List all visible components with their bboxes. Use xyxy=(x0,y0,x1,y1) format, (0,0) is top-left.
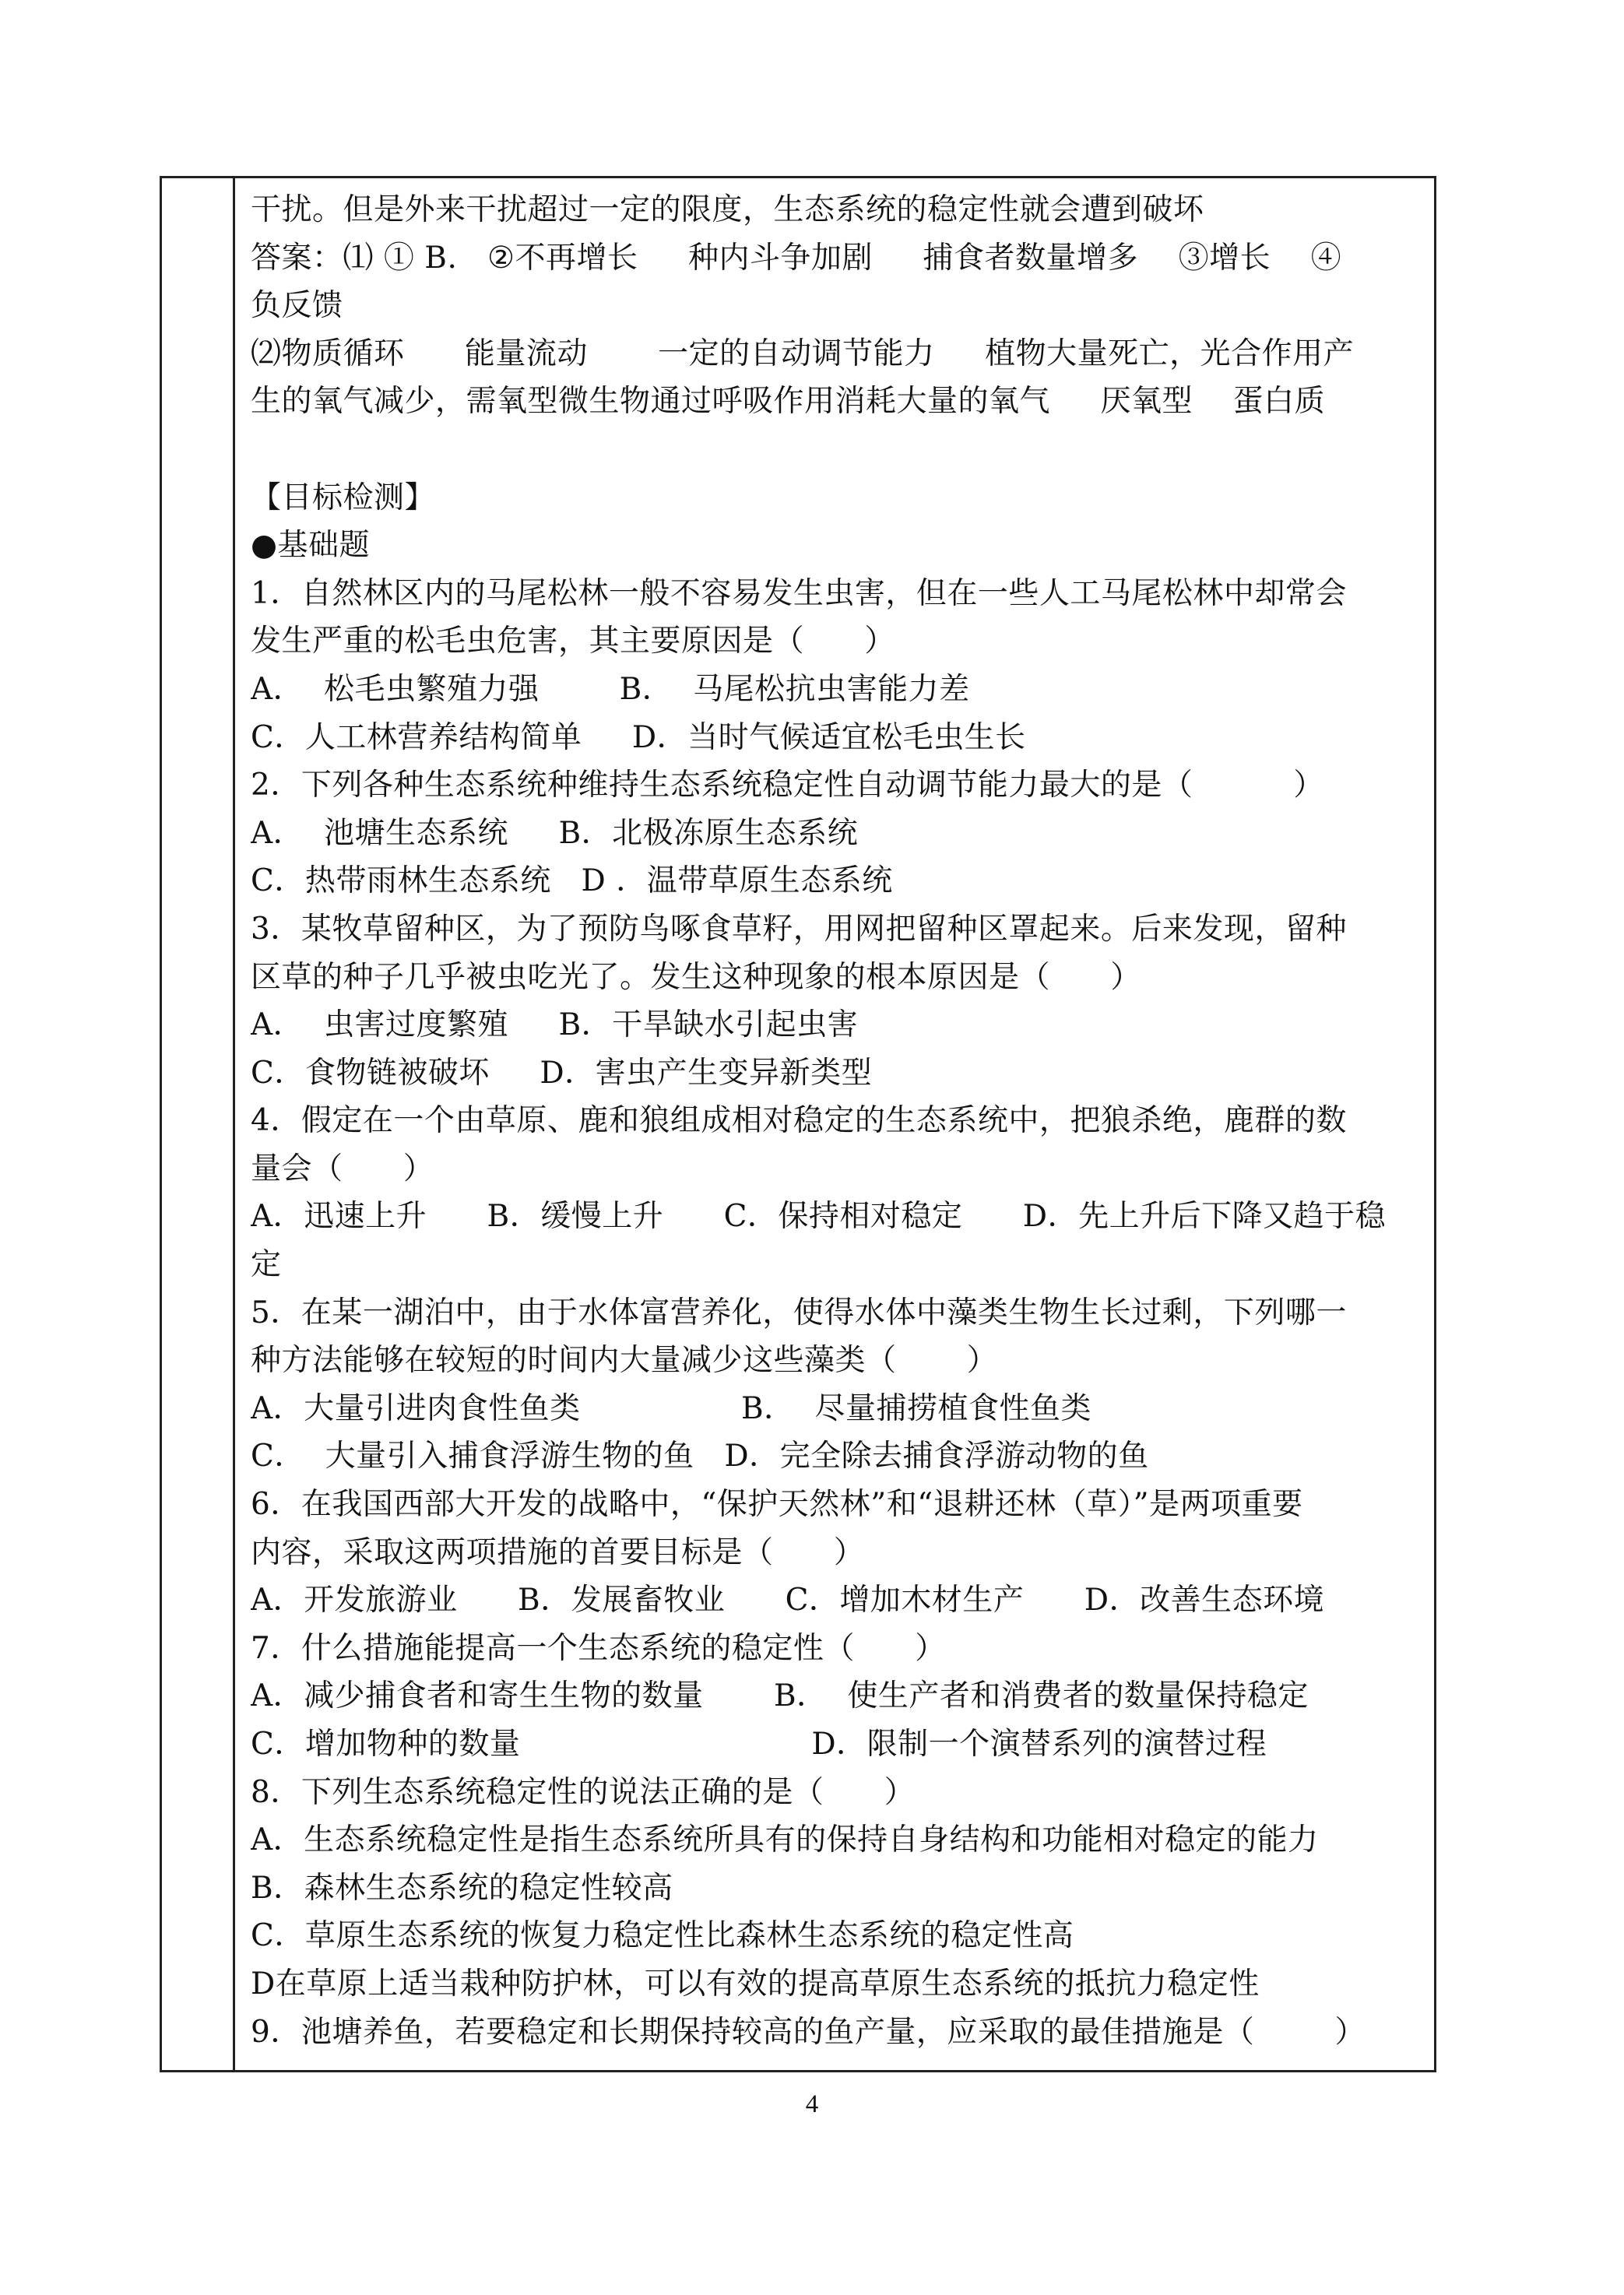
option-line: C．人工林营养结构简单 D．当时气候适宜松毛虫生长 xyxy=(251,719,1026,755)
text-line: 定 xyxy=(251,1247,282,1283)
question-1: 1．自然林区内的马尾松林一般不容易发生虫害，但在一些人工马尾松林中却常会 xyxy=(251,575,1347,611)
question-9: 9．池塘养鱼，若要稳定和长期保持较高的鱼产量，应采取的最佳措施是（ ） xyxy=(251,2014,1366,2050)
question-table xyxy=(160,176,1436,2072)
option-line: A． 松毛虫繁殖力强 B． 马尾松抗虫害能力差 xyxy=(251,671,970,707)
text-line: 干扰。但是外来干扰超过一定的限度，生态系统的稳定性就会遭到破坏 xyxy=(251,192,1204,227)
question-2: 2．下列各种生态系统种维持生态系统稳定性自动调节能力最大的是（ ） xyxy=(251,768,1324,803)
blank-line xyxy=(251,426,1423,474)
text-line: 答案：⑴ ① B. ②不再增长 种内斗争加剧 捕食者数量增多 ③增长 ④ xyxy=(251,240,1342,276)
question-7: 7．什么措施能提高一个生态系统的稳定性（ ） xyxy=(251,1630,946,1666)
subsection-heading: ●基础题 xyxy=(251,528,371,564)
option-line: D在草原上适当栽种防护林，可以有效的提高草原生态系统的抵抗力稳定性 xyxy=(251,1966,1260,2002)
option-line: C． 大量引入捕食浮游生物的鱼 D．完全除去捕食浮游动物的鱼 xyxy=(251,1439,1149,1474)
option-line: C．草原生态系统的恢复力稳定性比森林生态系统的稳定性高 xyxy=(251,1918,1074,1954)
option-line: B．森林生态系统的稳定性较高 xyxy=(251,1870,673,1906)
column-divider xyxy=(233,178,235,2070)
option-line: A． 池塘生态系统 B．北极冻原生态系统 xyxy=(251,815,859,851)
text-line: 种方法能够在较短的时间内大量减少这些藻类（ ） xyxy=(251,1343,998,1379)
question-6: 6．在我国西部大开发的战略中，“保护天然林”和“退耕还林（草）”是两项重要 xyxy=(251,1487,1303,1523)
option-line: A．生态系统稳定性是指生态系统所具有的保持自身结构和功能相对稳定的能力 xyxy=(251,1822,1319,1858)
section-heading: 【目标检测】 xyxy=(251,480,436,515)
text-line: 负反馈 xyxy=(251,288,343,324)
option-line: C．增加物种的数量 D．限制一个演替系列的演替过程 xyxy=(251,1727,1267,1762)
question-8: 8．下列生态系统稳定性的说法正确的是（ ） xyxy=(251,1774,916,1810)
option-line: A． 虫害过度繁殖 B．干旱缺水引起虫害 xyxy=(251,1007,859,1043)
text-line: ⑵物质循环 能量流动 一定的自动调节能力 植物大量死亡，光合作用产 xyxy=(251,336,1355,371)
text-line: 区草的种子几乎被虫吃光了。发生这种现象的根本原因是（ ） xyxy=(251,959,1141,995)
text-line: 量会（ ） xyxy=(251,1151,434,1186)
text-line: 内容，采取这两项措施的首要目标是（ ） xyxy=(251,1534,865,1570)
question-5: 5．在某一湖泊中，由于水体富营养化，使得水体中藻类生物生长过剩，下列哪一 xyxy=(251,1295,1347,1330)
option-line: A．大量引进肉食性鱼类 B． 尽量捕捞植食性鱼类 xyxy=(251,1390,1091,1426)
page-number: 4 xyxy=(805,2090,819,2118)
text-line: 生的氧气减少，需氧型微生物通过呼吸作用消耗大量的氧气 厌氧型 蛋白质 xyxy=(251,384,1326,420)
question-3: 3．某牧草留种区，为了预防鸟啄食草籽，用网把留种区罩起来。后来发现，留种 xyxy=(251,911,1347,947)
question-4: 4．假定在一个由草原、鹿和狼组成相对稳定的生态系统中，把狼杀绝，鹿群的数 xyxy=(251,1103,1347,1139)
option-line: A．减少捕食者和寄生生物的数量 B． 使生产者和消费者的数量保持稳定 xyxy=(251,1678,1309,1714)
option-line: A．开发旅游业 B．发展畜牧业 C．增加木材生产 D．改善生态环境 xyxy=(251,1583,1325,1618)
option-line: C．食物链被破坏 D．害虫产生变异新类型 xyxy=(251,1055,873,1091)
option-line: A．迅速上升 B．缓慢上升 C．保持相对稳定 D．先上升后下降又趋于稳 xyxy=(251,1199,1387,1235)
option-line: C．热带雨林生态系统 D ．温带草原生态系统 xyxy=(251,863,893,899)
table-content-cell xyxy=(251,186,1423,2056)
text-line: 发生严重的松毛虫危害，其主要原因是（ ） xyxy=(251,624,895,659)
